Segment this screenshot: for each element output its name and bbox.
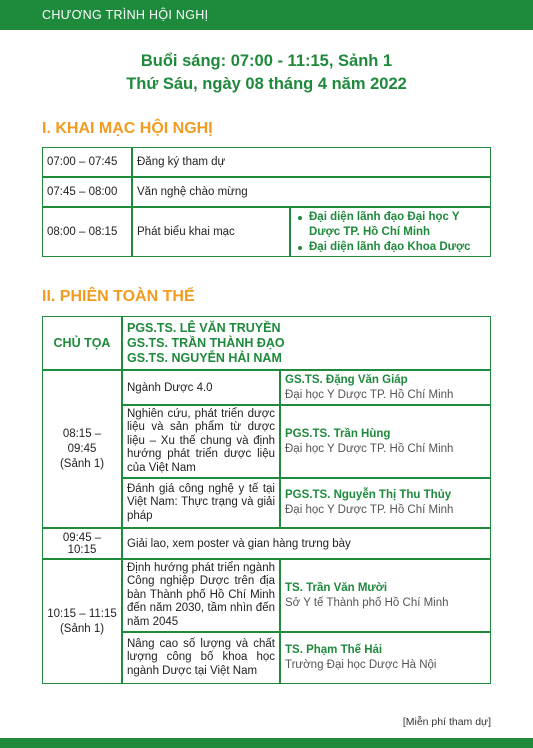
- session-date: Thứ Sáu, ngày 08 tháng 4 năm 2022: [126, 75, 407, 93]
- plenary-table: [42, 316, 491, 684]
- opening-table: [42, 147, 491, 257]
- bottom-banner: [0, 738, 533, 748]
- session-heading: Buổi sáng: 07:00 - 11:15, Sảnh 1: [140, 52, 393, 70]
- item-cell: Phát biểu khai mạc: [132, 207, 290, 257]
- chair-label: CHỦ TỌA: [42, 316, 122, 370]
- time-cell: 07:00 – 07:45: [42, 147, 132, 177]
- section-title-opening: I. KHAI MẠC HỘI NGHỊ: [42, 120, 213, 137]
- table-row: [42, 559, 491, 632]
- speaker-cell: [290, 207, 491, 257]
- time-cell: [42, 559, 122, 684]
- time-cell: 09:45 – 10:15: [42, 528, 122, 559]
- table-row: [42, 528, 491, 559]
- item-cell: Giải lao, xem poster và gian hàng trưng bày: [122, 528, 491, 559]
- time-text: 08:15 – 09:45: [62, 427, 102, 455]
- table-row: [42, 316, 491, 370]
- speaker-org: Sở Y tế Thành phố Hồ Chí Minh: [285, 596, 449, 609]
- table-row: [42, 207, 491, 257]
- speaker-name: PGS.TS. Trần Hùng: [285, 427, 391, 440]
- speaker-org: Đại học Y Dược TP. Hồ Chí Minh: [285, 388, 454, 401]
- speaker-org: Đại học Y Dược TP. Hồ Chí Minh: [285, 504, 454, 516]
- table-row: [42, 370, 491, 405]
- list-item: Đại diện lãnh đạo Khoa Dược: [295, 240, 486, 255]
- room-text: (Sảnh 1): [59, 622, 105, 635]
- free-admission-note: [Miễn phí tham dự]: [402, 716, 491, 728]
- chair-name: GS.TS. NGUYỄN HẢI NAM: [127, 350, 282, 365]
- section-title-plenary: II. PHIÊN TOÀN THỂ: [42, 288, 195, 305]
- speaker-cell: [280, 370, 491, 405]
- speaker-name: PGS.TS. Nguyễn Thị Thu Thủy: [285, 489, 452, 501]
- list-item: Đại diện lãnh đạo Đại học Y Dược TP. Hồ Chí Minh: [295, 210, 486, 240]
- speaker-cell: [280, 632, 491, 684]
- top-banner: [0, 0, 533, 30]
- time-cell: 07:45 – 08:00: [42, 177, 132, 207]
- table-row: [42, 177, 491, 207]
- talk-title: Đánh giá công nghệ y tế tại Việt Nam: Thực trạng và giải pháp: [122, 478, 280, 528]
- speaker-cell: [280, 478, 491, 528]
- table-row: [42, 147, 491, 177]
- speaker-name: TS. Phạm Thế Hải: [285, 644, 383, 656]
- time-cell: 08:00 – 08:15: [42, 207, 132, 257]
- speaker-cell: [280, 405, 491, 478]
- chair-names: [122, 316, 491, 370]
- speaker-cell: [280, 559, 491, 632]
- talk-title: Nâng cao số lượng và chất lượng công bố khoa học ngành Dược tại Việt Nam: [122, 632, 280, 684]
- speaker-org: Đại học Y Dược TP. Hồ Chí Minh: [285, 442, 454, 455]
- item-cell: Văn nghệ chào mừng: [132, 177, 491, 207]
- chair-name: PGS.TS. LÊ VĂN TRUYỀN: [127, 320, 281, 335]
- time-cell: [42, 370, 122, 528]
- time-text: 10:15 – 11:15: [47, 607, 117, 620]
- talk-title: Ngành Dược 4.0: [122, 370, 280, 405]
- banner-title: CHƯƠNG TRÌNH HỘI NGHỊ: [42, 8, 209, 22]
- item-cell: Đăng ký tham dự: [132, 147, 491, 177]
- talk-title: Định hướng phát triển ngành Công nghiệp Dược trên địa bàn Thành phố Hồ Chí Minh đến năm 2030, tầm nhìn đến năm 2045: [122, 559, 280, 632]
- speaker-org: Trường Đại học Dược Hà Nội: [285, 659, 437, 671]
- room-text: (Sảnh 1): [59, 457, 105, 470]
- talk-title: Nghiên cứu, phát triển dược liệu và sản phẩm từ dược liệu – Xu thế chung và định hướng phát triển dược liệu của Việt Nam: [122, 405, 280, 478]
- chair-name: GS.TS. TRẦN THÀNH ĐẠO: [127, 335, 285, 350]
- speaker-name: TS. Trần Văn Mười: [285, 581, 388, 594]
- speaker-name: GS.TS. Đặng Văn Giáp: [285, 373, 408, 386]
